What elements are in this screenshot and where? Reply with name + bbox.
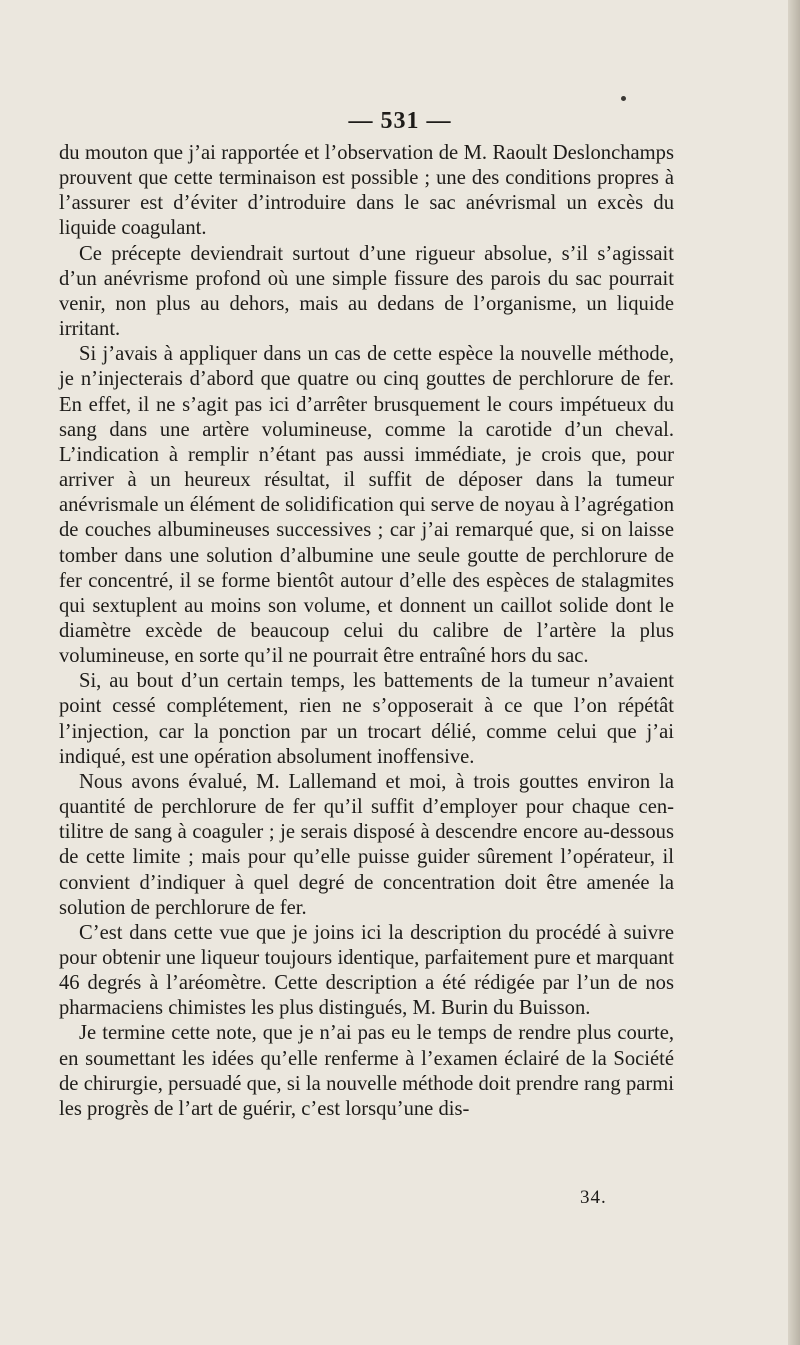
paragraph: Nous avons évalué, M. Lallemand et moi, à trois gouttes environ la quantité de perchlorure de fer qu’il suffit d’employer pour chaque centilitre de sang à coaguler ; je serais disposé à descendre encore au-dessous de cette limite ; mais pour qu’elle puisse guider sûrement l’opérateur, il convient d’indiquer à quel degré de concentration doit être amenée la solution de perchlorure de fer. [59,770,674,919]
signature-mark: 34. [580,1187,607,1208]
paragraph: Si j’avais à appliquer dans un cas de cette espèce la nouvelle méthode, je n’injecterais d’abord que quatre ou cinq gouttes de perchlorure de fer. En effet, il ne s’agit pas ici d’arrêter brusquement le cours impétueux du sang dans une artère volumineuse, comme la carotide d’un cheval. L’indication à remplir n’étant pas aussi immédiate, je crois que, pour arriver à un heureux résultat, il suffit de déposer dans la tumeur anévrismale un élément de solidification qui serve de noyau à l’agrégation de couches albumineuses successives ; car j’ai remarqué que, si on laisse tomber dans une solution d’albumine une seule goutte de perchlorure de fer concentré, il se forme bientôt autour d’elle des espèces de stalagmites qui sextuplent au moins son volume, et donnent un caillot solide dont le diamètre excède de beaucoup celui du calibre de l’artère la plus volumineuse, en sorte qu’il ne pourrait être entraîné hors du sac. [59,343,674,668]
page-edge-shadow [788,0,800,1345]
ink-speck [621,96,626,101]
body-text [59,141,674,1122]
paragraph: Je termine cette note, que je n’ai pas eu le temps de rendre plus courte, en soumettant les idées qu’elle renferme à l’examen éclairé de la Société de chirurgie, persuadé que, si la nouvelle méthode doit prendre rang parmi les progrès de l’art de guérir, c’est lorsqu’une dis- [59,1022,674,1120]
page-number: — 531 — [348,108,452,134]
paragraph: C’est dans cette vue que je joins ici la description du procédé à suivre pour obtenir une liqueur toujours identique, parfaitement pure et marquant 46 degrés à l’aréomètre. Cette description a été rédigée par l’un de nos pharmaciens chimistes les plus distingués, M. Burin du Buisson. [59,921,674,1020]
paragraph: Si, au bout d’un certain temps, les battements de la tumeur n’avaient point cessé complétement, rien ne s’opposerait à ce que l’on répétât l’injection, car la ponction par un trocart délié, comme celui que j’ai indiqué, est une opération absolument inoffensive. [59,670,674,768]
paragraph-continued: du mouton que j’ai rapportée et l’observation de M. Raoult Deslonchamps prouvent que cette terminaison est possible ; une des conditions propres à l’assurer est d’éviter d’introduire dans le sac anévrismal un excès du liquide coagulant. [59,142,674,240]
paragraph: Ce précepte deviendrait surtout d’une rigueur absolue, s’il s’agissait d’un anévrisme profond où une simple fissure des parois du sac pourrait venir, non plus au dehors, mais au dedans de l’organisme, un liquide irritant. [59,242,674,341]
